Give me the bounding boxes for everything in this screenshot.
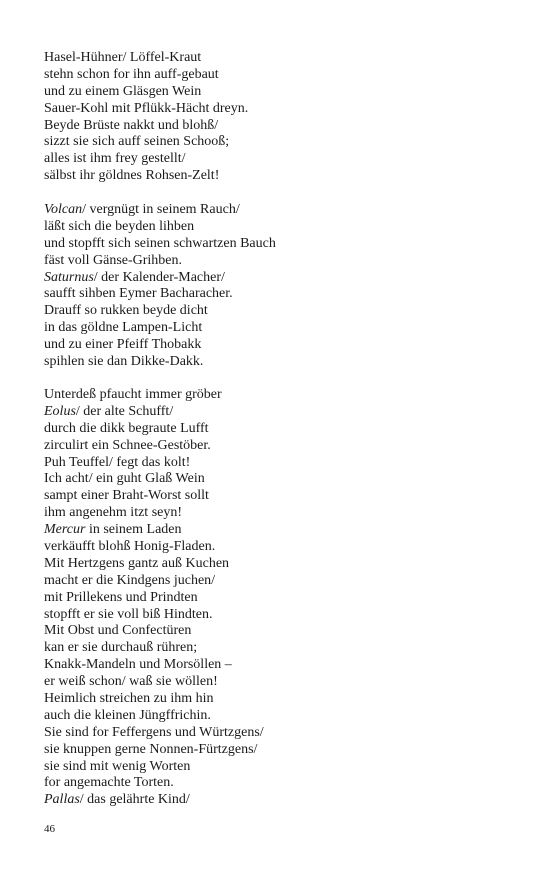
line-text: zirculirt ein Schnee-Gestöber. — [44, 437, 211, 453]
line-text: sie sind mit wenig Worten — [44, 758, 191, 774]
poem-line — [44, 488, 264, 505]
poem-line — [44, 354, 276, 371]
line-text: Sauer-Kohl mit Pflükk-Hächt dreyn. — [44, 100, 249, 116]
poem-line — [44, 505, 264, 522]
poem-line — [44, 421, 264, 438]
line-text: / der alte Schufft/ — [75, 403, 174, 419]
stanza-2 — [44, 202, 276, 371]
line-text: / vergnügt in seinem Rauch/ — [82, 202, 240, 217]
poem-line — [44, 725, 264, 742]
poem-line — [44, 742, 264, 759]
page-number: 46 — [44, 823, 55, 835]
poem-line — [44, 101, 248, 118]
poem-line — [44, 674, 264, 691]
line-text: sälbst ihr göldnes Rohsen-Zelt! — [44, 168, 220, 184]
poem-line — [44, 168, 248, 185]
poem-line — [44, 657, 264, 674]
poem-line — [44, 387, 264, 404]
poem-line — [44, 539, 264, 556]
line-text: / der Kalender-Macher/ — [93, 269, 225, 285]
line-text: läßt sich die beyden lihben — [44, 218, 195, 234]
poem-line — [44, 118, 248, 135]
line-text: stehn schon for ihn auff-gebaut — [44, 66, 219, 82]
line-text: Knakk-Mandeln und Morsöllen – — [44, 657, 232, 673]
poem-line — [44, 623, 264, 640]
poem-line — [44, 759, 264, 776]
poem-line — [44, 134, 248, 151]
line-text: fäst voll Gänse-Grihben. — [44, 252, 183, 268]
line-text: er weiß schon/ waß sie wöllen! — [44, 674, 218, 690]
poem-line — [44, 270, 276, 287]
poem-line — [44, 691, 264, 708]
poem-line — [44, 303, 276, 320]
poem-line — [44, 253, 276, 270]
line-text: in das göldne Lampen-Licht — [44, 320, 203, 336]
poem-line — [44, 590, 264, 607]
poem-line — [44, 320, 276, 337]
line-text: Mit Obst und Confectüren — [44, 623, 192, 639]
poem-line — [44, 404, 264, 421]
line-text: Mit Hertzgens gantz auß Kuchen — [44, 555, 230, 571]
poem-line — [44, 471, 264, 488]
poem-line — [44, 286, 276, 303]
line-text: Sie sind for Feffergens und Würtzgens/ — [44, 724, 264, 740]
italic-name: Saturnus — [44, 269, 94, 285]
line-text: Heimlich streichen zu ihm hin — [44, 691, 214, 707]
poem-line — [44, 792, 264, 809]
line-text: verkäufft blohß Honig-Fladen. — [44, 539, 216, 555]
line-text: sampt einer Braht-Worst sollt — [44, 488, 209, 504]
poem-line — [44, 438, 264, 455]
line-text: sie knuppen gerne Nonnen-Fürtzgens/ — [44, 741, 258, 757]
line-text: Drauff so rukken beyde dicht — [44, 303, 208, 319]
poem-line — [44, 67, 248, 84]
italic-name: Eolus — [44, 403, 76, 419]
line-text: spihlen sie dan Dikke-Dakk. — [44, 354, 204, 370]
line-text: Unterdeß pfaucht immer gröber — [44, 387, 222, 402]
poem-line — [44, 202, 276, 219]
poem-line — [44, 556, 264, 573]
line-text: und stopfft sich seinen schwartzen Bauch — [44, 235, 276, 251]
line-text: ihm angenehm itzt seyn! — [44, 505, 183, 521]
line-text: for angemachte Torten. — [44, 775, 174, 791]
line-text: Ich acht/ ein guht Glaß Wein — [44, 471, 205, 487]
line-text: kan er sie durchauß rühren; — [44, 640, 198, 656]
poem-line — [44, 455, 264, 472]
poem-line — [44, 151, 248, 168]
line-text: / das gelährte Kind/ — [79, 792, 190, 808]
poem-line — [44, 607, 264, 624]
italic-name: Pallas — [44, 792, 80, 808]
line-text: Hasel-Hühner/ Löffel-Kraut — [44, 50, 202, 65]
stanza-1 — [44, 50, 248, 185]
poem-line — [44, 708, 264, 725]
line-text: und zu einer Pfeiff Thobakk — [44, 337, 202, 353]
line-text: stopfft er sie voll biß Hindten. — [44, 606, 213, 622]
stanza-3 — [44, 387, 264, 809]
line-text: auch die kleinen Jüngffrichin. — [44, 707, 211, 723]
poem-line — [44, 50, 248, 67]
line-text: sizzt sie sich auff seinen Schooß; — [44, 134, 230, 150]
line-text: saufft sihben Eymer Bacharacher. — [44, 286, 233, 302]
italic-name: Volcan — [44, 202, 83, 217]
line-text: macht er die Kindgens juchen/ — [44, 572, 216, 588]
line-text: durch die dikk begraute Lufft — [44, 420, 209, 436]
line-text: mit Prillekens und Prindten — [44, 589, 198, 605]
poem-line — [44, 337, 276, 354]
poem-line — [44, 640, 264, 657]
poem-line — [44, 84, 248, 101]
poem-line — [44, 522, 264, 539]
poem-line — [44, 219, 276, 236]
line-text: in seinem Laden — [85, 522, 182, 538]
italic-name: Mercur — [44, 522, 86, 538]
poem-line — [44, 775, 264, 792]
poem-line — [44, 573, 264, 590]
line-text: alles ist ihm frey gestellt/ — [44, 151, 186, 167]
line-text: Puh Teuffel/ fegt das kolt! — [44, 454, 191, 470]
line-text: und zu einem Gläsgen Wein — [44, 83, 202, 99]
poem-line — [44, 236, 276, 253]
line-text: Beyde Brüste nakkt und blohß/ — [44, 117, 219, 133]
